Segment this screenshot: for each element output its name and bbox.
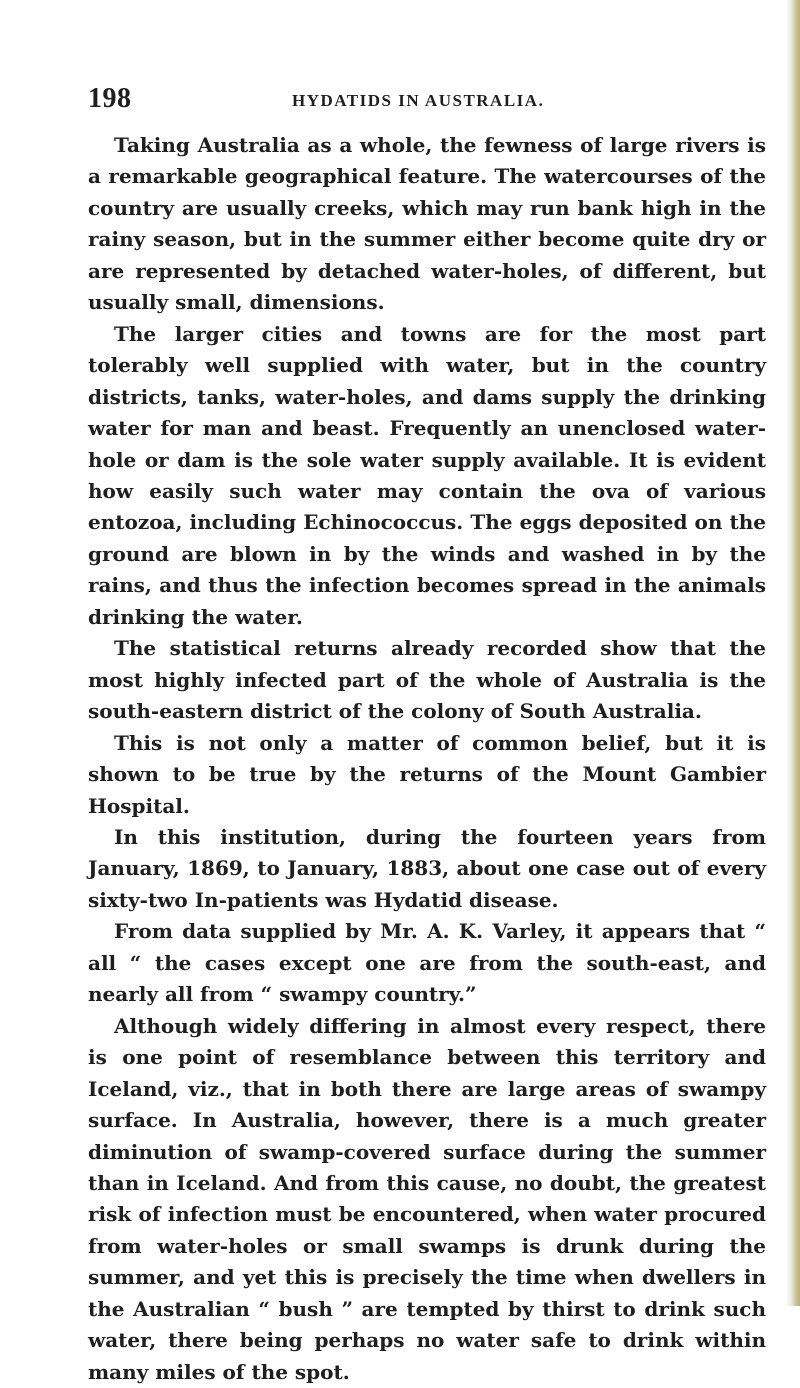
- running-title: HYDATIDS IN AUSTRALIA.: [292, 91, 545, 110]
- paragraph-common-belief: This is not only a matter of common belief, but it is shown to be true by the returns of the Mount Gambier Hospital.: [88, 730, 766, 818]
- paragraph-iceland-comparison: Although widely differing in almost every respect, there is one point of resemblance between this territory and Iceland, viz., that in both there are large areas of swampy surface. In Australia, however, there is a much greater diminution of swamp-covered surface during the summer than in Iceland. And from this cause, no doubt, the greatest risk of infection must be encountered, when water procured from water-holes or small swamps is drunk during the summer, and yet this is precisely the time when dwellers in the Australian “ bush ” are tempted by thirst to drink such water, there being perhaps no water safe to drink within many miles of the spot.: [88, 1013, 766, 1384]
- paragraph-statistical-returns: The statistical returns already recorded show that the most highly infected part of the whole of Australia is the south-eastern district of the colony of South Australia.: [88, 636, 766, 724]
- paragraph-institution: In this institution, during the fourteen years from January, 1869, to January, 1883, about one case out of every sixty-two In-patients was Hydatid disease.: [88, 824, 766, 912]
- body-text: [88, 130, 766, 1388]
- page-edge-shadow: [786, 0, 800, 1306]
- paragraph-water-supply: The larger cities and towns are for the most part tolerably well supplied with water, but in the country districts, tanks, water-holes, and dams supply the drinking water for man and beast. Frequently an unenclosed water-hole or dam is the sole water supply available. It is evident how easily such water may contain the ova of various entozoa, including Echinococcus. The eggs deposited on the ground are blown in by the winds and washed in by the rains, and thus the infection becomes spread in the animals drinking the water.: [88, 321, 766, 629]
- page-header: [88, 82, 710, 116]
- page-number: 198: [88, 83, 132, 114]
- paragraph-rivers: Taking Australia as a whole, the fewness of large rivers is a remarkable geographical feature. The watercourses of the country are usually creeks, which may run bank high in the rainy season, but in the summer either become quite dry or are represented by detached water-holes, of different, but usually small, dimensions.: [88, 133, 766, 315]
- paragraph-varley-data: From data supplied by Mr. A. K. Varley, it appears that “ all “ the cases except one are from the south-east, and nearly all from “ swampy country.”: [88, 919, 766, 1007]
